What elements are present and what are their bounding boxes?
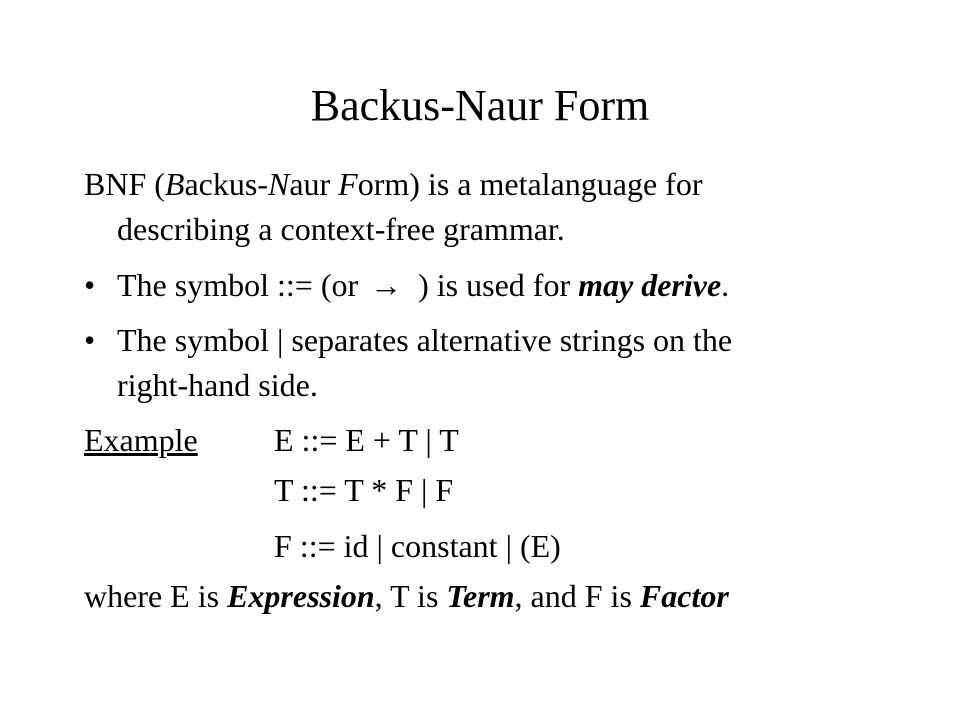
- grammar-rule-f: F ::= id | constant | (E): [274, 528, 561, 564]
- factor-term: Factor: [639, 578, 729, 614]
- grammar-rule-e: E ::= E + T | T: [274, 422, 459, 458]
- may-derive-emphasis: may derive: [578, 267, 722, 303]
- bullet-derive-before: The symbol ::= (or: [117, 267, 359, 303]
- bullet-derive: [84, 263, 729, 307]
- intro-n-letter: N: [267, 166, 290, 202]
- intro-line-2: describing a context-free grammar.: [117, 211, 565, 247]
- bullet-separator-text-1: The symbol | separates alternative strings on the: [117, 322, 733, 358]
- expression-term: Expression: [227, 578, 375, 614]
- bullet-separator-line-1: [84, 318, 732, 362]
- intro-b-letter: B: [164, 166, 185, 202]
- bullet-derive-end: .: [721, 267, 730, 303]
- bullet-derive-after: ) is used for: [418, 267, 579, 303]
- example-label: Example: [84, 422, 198, 458]
- where-text-2: , T is: [374, 578, 447, 614]
- grammar-rule-t: T ::= T * F | F: [274, 472, 454, 508]
- intro-prefix: BNF (: [84, 166, 165, 202]
- intro-n-rest: aur: [289, 166, 339, 202]
- bullet-separator-line-2: right-hand side.: [117, 367, 318, 403]
- where-text-1: where E is: [84, 578, 228, 614]
- term-term: Term: [446, 578, 515, 614]
- intro-f-letter: F: [338, 166, 358, 202]
- intro-b-rest: ackus-: [184, 166, 268, 202]
- intro-line-1: [84, 162, 702, 206]
- where-line: [84, 574, 729, 618]
- where-text-3: , and F is: [514, 578, 640, 614]
- bullet-dot-icon: •: [84, 267, 96, 303]
- bullet-dot-icon: •: [84, 322, 96, 358]
- slide-title: Backus-Naur Form: [310, 81, 650, 130]
- intro-f-rest: orm) is a metalanguage for: [357, 166, 703, 202]
- right-arrow-icon: →: [370, 267, 403, 303]
